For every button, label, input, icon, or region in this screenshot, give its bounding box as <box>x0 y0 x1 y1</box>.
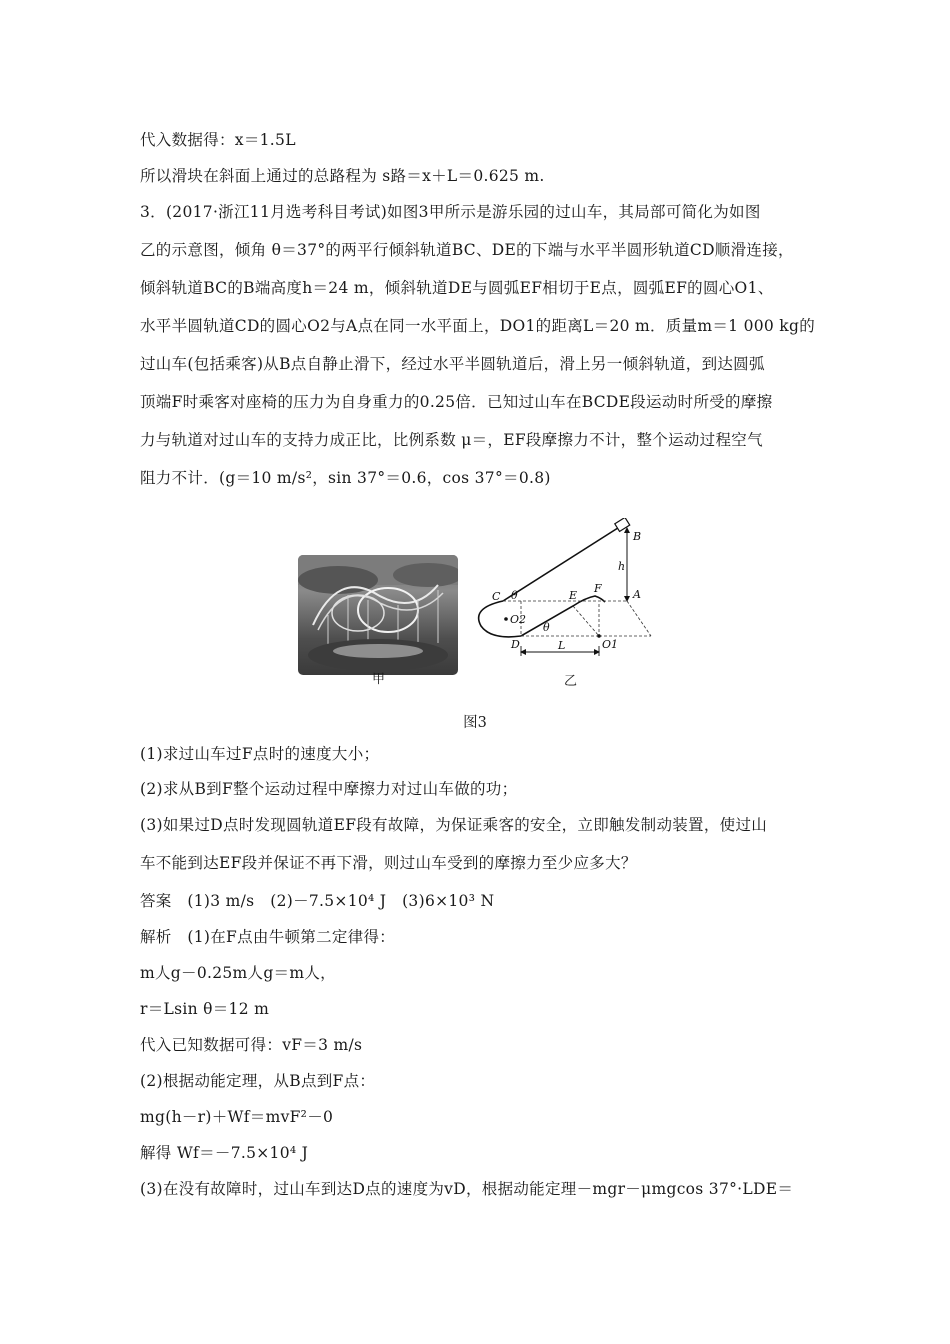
solution-line: (2)根据动能定理，从B点到F点： <box>140 1072 376 1090</box>
label-c: C <box>492 590 501 603</box>
track-diagram <box>473 518 658 688</box>
center-o2 <box>504 617 508 621</box>
label-o2: O2 <box>510 613 527 626</box>
figure-3 <box>298 518 658 688</box>
solution-line: 解析 (1)在F点由牛顿第二定律得： <box>140 928 396 946</box>
answer-line: 答案 (1)3 m/s (2)－7.5×10⁴ J (3)6×10³ N <box>140 892 495 910</box>
text-line: 所以滑块在斜面上通过的总路程为 s路＝x＋L＝0.625 m. <box>140 167 545 185</box>
text-line: 乙的示意图，倾角 θ＝37°的两平行倾斜轨道BC、DE的下端与水平半圆形轨道CD顺滑连接， <box>140 241 794 259</box>
text-line: 代入数据得：x＝1.5L <box>140 131 296 149</box>
label-f: F <box>594 582 602 595</box>
label-l: L <box>558 639 566 652</box>
label-yi: 乙 <box>564 674 578 689</box>
label-d: D <box>511 638 520 651</box>
text-line: 倾斜轨道BC的B端高度h＝24 m，倾斜轨道DE与圆弧EF相切于E点，圆弧EF的圆心O1、 <box>140 279 774 297</box>
text-line: 过山车(包括乘客)从B点自静止滑下，经过水平半圆轨道后，滑上另一倾斜轨道，到达圆弧 <box>140 355 765 373</box>
text-line: 阻力不计．(g＝10 m/s²，sin 37°＝0.6，cos 37°＝0.8) <box>140 469 551 487</box>
question-3-cont: 车不能到达EF段并保证不再下滑，则过山车受到的摩擦力至少应多大？ <box>140 854 637 872</box>
label-theta-c: θ <box>511 589 518 602</box>
solution-line: m人g－0.25m人g＝m人， <box>140 964 336 982</box>
track-de-ef <box>521 596 605 636</box>
solution-line: r＝Lsin θ＝12 m <box>140 1000 270 1018</box>
label-jia: 甲 <box>372 672 386 687</box>
track-bc <box>503 526 621 601</box>
question-1: (1)求过山车过F点时的速度大小； <box>140 745 380 763</box>
solution-line: 代入已知数据可得：vF＝3 m/s <box>140 1036 363 1054</box>
solution-line: (3)在没有故障时，过山车到达D点的速度为vD，根据动能定理－mgr－μmgcos 37°·LDE＝ <box>140 1180 794 1198</box>
label-theta-d: θ <box>543 621 550 634</box>
text-line: 顶端F时乘客对座椅的压力为自身重力的0.25倍．已知过山车在BCDE段运动时所受的摩擦 <box>140 393 773 411</box>
label-e: E <box>569 589 578 602</box>
label-h: h <box>618 560 626 573</box>
roller-coaster-photo <box>298 555 458 675</box>
text-line: 力与轨道对过山车的支持力成正比，比例系数 μ＝，EF段摩擦力不计，整个运动过程空气 <box>140 431 763 449</box>
text-line: 水平半圆轨道CD的圆心O2与A点在同一水平面上，DO1的距离L＝20 m．质量m＝1 000 kg的 <box>140 317 816 335</box>
figure-caption: 图3 <box>463 715 487 731</box>
label-o1: O1 <box>602 638 619 651</box>
center-o1 <box>597 634 601 638</box>
problem-heading: 3．(2017·浙江11月选考科目考试)如图3甲所示是游乐园的过山车，其局部可简化为如图 <box>140 203 761 221</box>
label-a: A <box>633 588 641 601</box>
solution-line: 解得 Wf＝－7.5×10⁴ J <box>140 1144 309 1162</box>
question-3: (3)如果过D点时发现圆轨道EF段有故障，为保证乘客的安全，立即触发制动装置，使过山 <box>140 816 768 834</box>
question-2: (2)求从B到F整个运动过程中摩擦力对过山车做的功； <box>140 780 518 798</box>
solution-line: mg(h－r)＋Wf＝mvF²－0 <box>140 1108 334 1126</box>
label-b: B <box>633 530 642 543</box>
